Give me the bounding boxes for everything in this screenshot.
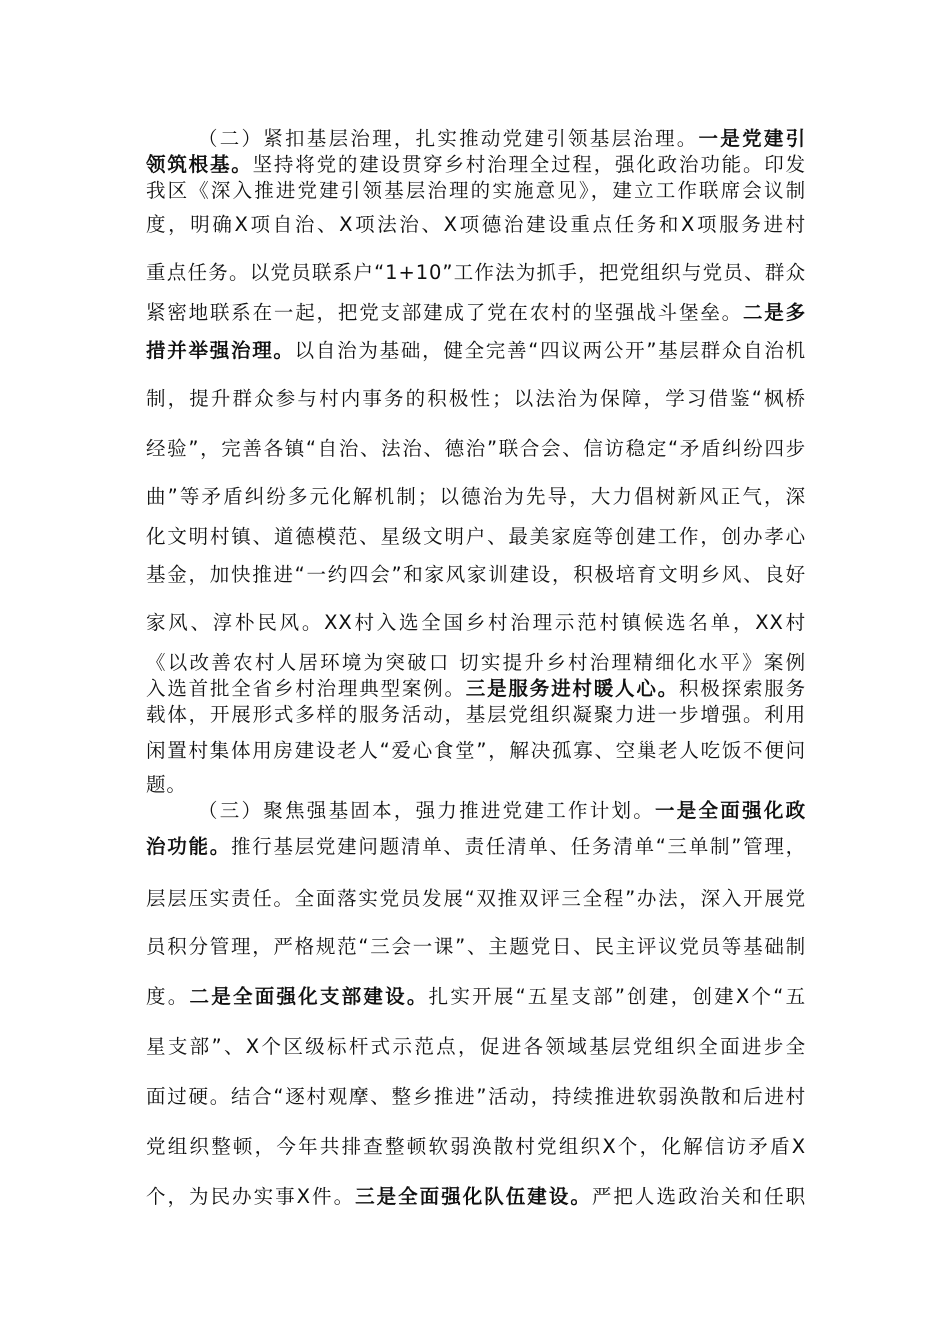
text-line: 基金，加快推进“一约四会”和家风家训建设，积极培育文明乡风、良好 <box>146 563 806 586</box>
text-line: 党组织整顿，今年共排查整顿软弱涣散村党组织X个，化解信访矛盾X <box>146 1135 806 1158</box>
text-line: 措并举强治理。以自治为基础，健全完善“四议两公开”基层群众自治机 <box>146 339 806 362</box>
text-line: 领筑根基。坚持将党的建设贯穿乡村治理全过程，强化政治功能。印发 <box>146 153 806 176</box>
text-line: 星支部”、X个区级标杆式示范点，促进各领域基层党组织全面进步全 <box>146 1035 806 1058</box>
text-line: 度，明确X项自治、X项法治、X项德治建设重点任务和X项服务进村 <box>146 213 806 236</box>
text-line: 个，为民办实事X件。三是全面强化队伍建设。严把人选政治关和任职 <box>146 1185 806 1208</box>
text-line: 重点任务。以党员联系户“1+10”工作法为抓手，把党组织与党员、群众 <box>146 261 806 284</box>
text-line: 题。 <box>146 773 187 796</box>
text-line: 化文明村镇、道德模范、星级文明户、最美家庭等创建工作，创办孝心 <box>146 525 806 548</box>
text-line: （二）紧扣基层治理，扎实推动党建引领基层治理。一是党建引 <box>198 127 806 150</box>
text-line: 治功能。推行基层党建问题清单、责任清单、任务清单“三单制”管理， <box>146 835 806 858</box>
text-line: 家风、淳朴民风。XX村入选全国乡村治理示范村镇候选名单，XX村 <box>146 611 806 634</box>
text-line: 《以改善农村人居环境为突破口 切实提升乡村治理精细化水平》案例 <box>146 651 806 674</box>
text-line: 闲置村集体用房建设老人“爱心食堂”，解决孤寡、空巢老人吃饭不便问 <box>146 739 806 762</box>
text-line: 面过硬。结合“逐村观摩、整乡推进”活动，持续推进软弱涣散和后进村 <box>146 1085 806 1108</box>
text-line: 层层压实责任。全面落实党员发展“双推双评三全程”办法，深入开展党 <box>146 887 806 910</box>
text-line: 度。二是全面强化支部建设。扎实开展“五星支部”创建，创建X个“五 <box>146 985 806 1008</box>
text-line: 载体，开展形式多样的服务活动，基层党组织凝聚力进一步增强。利用 <box>146 703 806 726</box>
text-line: 曲”等矛盾纠纷多元化解机制；以德治为先导，大力倡树新风正气，深 <box>146 485 806 508</box>
text-line: 制，提升群众参与村内事务的积极性；以法治为保障，学习借鉴“枫桥 <box>146 387 806 410</box>
text-line: 我区《深入推进党建引领基层治理的实施意见》，建立工作联席会议制 <box>146 179 806 202</box>
text-line: （三）聚焦强基固本，强力推进党建工作计划。一是全面强化政 <box>198 799 806 822</box>
text-line: 入选首批全省乡村治理典型案例。三是服务进村暖人心。积极探索服务 <box>146 677 806 700</box>
text-line: 员积分管理，严格规范“三会一课”、主题党日、民主评议党员等基础制 <box>146 935 806 958</box>
text-line: 紧密地联系在一起，把党支部建成了党在农村的坚强战斗堡垒。二是多 <box>146 301 807 324</box>
text-line: 经验”，完善各镇“自治、法治、德治”联合会、信访稳定“矛盾纠纷四步 <box>146 437 806 460</box>
